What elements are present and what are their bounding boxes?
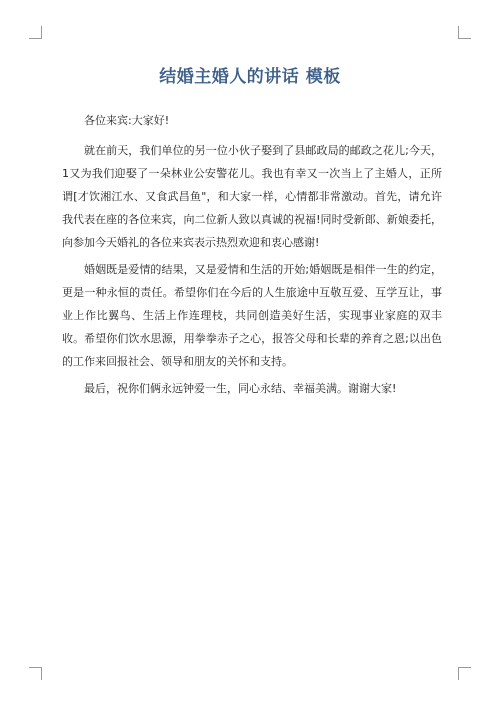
marriage-paragraph: 婚姻既是爱情的结果，又是爱情和生活的开始;婚姻既是相伴一生的约定，更是一种永恒的责任。希望你们在今后的人生旅途中互敬互爱、互学互让，事业上作比翼鸟、生活上作连理枝，共同创造美好生活，实现事业家庭的双丰收。希望你们饮水思源，用拳拳赤子之心，报答父母和长辈的养育之恩;以出色的工作来回报社会、领导和朋友的关怀和支持。: [62, 263, 442, 368]
crop-mark-top-left: [29, 26, 42, 39]
closing-paragraph: 最后，祝你们俩永远钟爱一生，同心永结、幸福美满。谢谢大家!: [84, 382, 397, 395]
document-title: 结婚主婚人的讲话 模板: [159, 67, 341, 87]
crop-mark-top-right: [458, 26, 471, 39]
crop-mark-bottom-left: [29, 667, 42, 680]
document-body: [62, 109, 442, 404]
crop-mark-bottom-right: [458, 667, 471, 680]
opening-paragraph: 就在前天，我们单位的另一位小伙子娶到了县邮政局的邮政之花儿;今天，1又为我们迎娶了一朵林业公安警花儿。我也有幸又一次当上了主婚人，正所谓[才饮湘江水、又食武昌鱼"，和大家一样，心情都非常激动。首先，请允许我代表在座的各位来宾，向二位新人致以真诚的祝福!同时受新郎、新娘委托，向参加今天婚礼的各位来宾表示热烈欢迎和衷心感谢!: [62, 144, 442, 249]
greeting-paragraph: 各位来宾:大家好!: [84, 114, 170, 127]
